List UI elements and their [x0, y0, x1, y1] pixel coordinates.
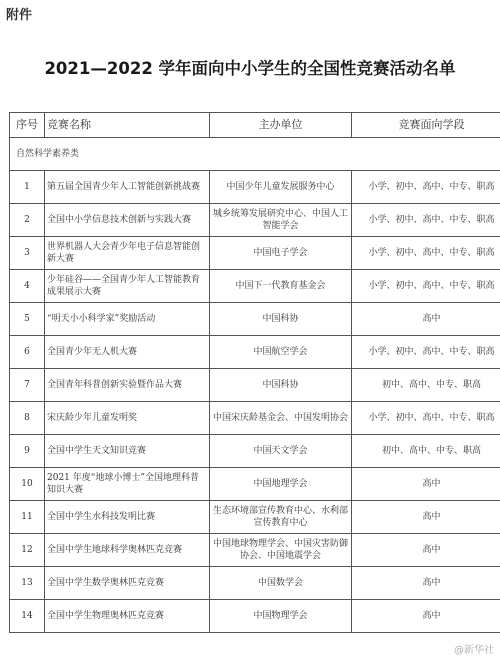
cell-level: 高中: [352, 468, 500, 501]
cell-number: 3: [10, 237, 45, 270]
cell-level: 小学、初中、高中、中专、职高: [352, 204, 500, 237]
table-row: [10, 303, 500, 336]
cell-organizer: 中国电子学会: [210, 237, 352, 270]
table-row: [10, 204, 500, 237]
cell-level: 小学、初中、高中、中专、职高: [352, 402, 500, 435]
section-row: [10, 138, 500, 171]
cell-organizer: 中国下一代教育基金会: [210, 270, 352, 303]
cell-organizer: 中国地理学会: [210, 468, 352, 501]
table-row: [10, 336, 500, 369]
cell-number: 2: [10, 204, 45, 237]
cell-number: 10: [10, 468, 45, 501]
table-row: [10, 270, 500, 303]
watermark: @新华社: [454, 645, 494, 656]
cell-name: 全国中学生水科技发明比赛: [45, 501, 210, 534]
cell-organizer: 中国地球物理学会、中国灾害防御协会、中国地震学会: [210, 534, 352, 567]
cell-level: 小学、初中、高中、中专、职高: [352, 171, 500, 204]
cell-number: 1: [10, 171, 45, 204]
cell-organizer: 中国航空学会: [210, 336, 352, 369]
cell-organizer: 中国宋庆龄基金会、中国发明协会: [210, 402, 352, 435]
cell-organizer: 生态环境部宣传教育中心、水利部宣传教育中心: [210, 501, 352, 534]
section-title: 自然科学素养类: [10, 138, 500, 171]
cell-name: 全国中学生数学奥林匹克竞赛: [45, 567, 210, 600]
table-row: [10, 171, 500, 204]
cell-level: 高中: [352, 303, 500, 336]
cell-level: 高中: [352, 534, 500, 567]
cell-level: 高中: [352, 501, 500, 534]
cell-number: 9: [10, 435, 45, 468]
table-row: [10, 435, 500, 468]
cell-number: 7: [10, 369, 45, 402]
cell-number: 4: [10, 270, 45, 303]
cell-name: 全国青少年无人机大赛: [45, 336, 210, 369]
cell-number: 6: [10, 336, 45, 369]
cell-level: 小学、初中、高中、中专、职高: [352, 237, 500, 270]
table-row: [10, 402, 500, 435]
cell-name: “明天小小科学家”奖励活动: [45, 303, 210, 336]
cell-organizer: 中国天文学会: [210, 435, 352, 468]
header-number: 序号: [10, 113, 45, 138]
cell-name: 2021 年度“地球小博士”全国地理科普知识大赛: [45, 468, 210, 501]
cell-number: 8: [10, 402, 45, 435]
cell-number: 11: [10, 501, 45, 534]
document-title: 2021—2022 学年面向中小学生的全国性竞赛活动名单: [44, 59, 456, 78]
header-name: 竞赛名称: [45, 113, 210, 138]
cell-name: 世界机器人大会青少年电子信息智能创新大赛: [45, 237, 210, 270]
table-row: [10, 534, 500, 567]
cell-level: 高中: [352, 567, 500, 600]
header-organizer: 主办单位: [210, 113, 352, 138]
table-row: [10, 468, 500, 501]
cell-name: 全国中学生地球科学奥林匹克竞赛: [45, 534, 210, 567]
cell-name: 少年硅谷——全国青少年人工智能教育成果展示大赛: [45, 270, 210, 303]
cell-level: 小学、初中、高中、中专、职高: [352, 336, 500, 369]
cell-name: 宋庆龄少年儿童发明奖: [45, 402, 210, 435]
competition-table: [9, 112, 500, 633]
cell-level: 初中、高中、中专、职高: [352, 435, 500, 468]
cell-number: 14: [10, 600, 45, 633]
table-row: [10, 501, 500, 534]
table-row: [10, 369, 500, 402]
table-row: [10, 237, 500, 270]
cell-number: 12: [10, 534, 45, 567]
cell-organizer: 中国物理学会: [210, 600, 352, 633]
attachment-label: 附件: [6, 8, 33, 23]
cell-number: 13: [10, 567, 45, 600]
cell-organizer: 城乡统筹发展研究中心、中国人工智能学会: [210, 204, 352, 237]
cell-number: 5: [10, 303, 45, 336]
cell-organizer: 中国科协: [210, 369, 352, 402]
cell-level: 初中、高中、中专、职高: [352, 369, 500, 402]
cell-name: 全国中学生物理奥林匹克竞赛: [45, 600, 210, 633]
table-row: [10, 600, 500, 633]
header-level: 竞赛面向学段: [352, 113, 500, 138]
cell-level: 小学、初中、高中、中专、职高: [352, 270, 500, 303]
cell-organizer: 中国科协: [210, 303, 352, 336]
cell-name: 第五届全国青少年人工智能创新挑战赛: [45, 171, 210, 204]
cell-level: 高中: [352, 600, 500, 633]
cell-organizer: 中国数学会: [210, 567, 352, 600]
cell-organizer: 中国少年儿童发展服务中心: [210, 171, 352, 204]
cell-name: 全国中小学信息技术创新与实践大赛: [45, 204, 210, 237]
table-header-row: [10, 113, 500, 138]
cell-name: 全国中学生天文知识竞赛: [45, 435, 210, 468]
cell-name: 全国青年科普创新实验暨作品大赛: [45, 369, 210, 402]
table-row: [10, 567, 500, 600]
